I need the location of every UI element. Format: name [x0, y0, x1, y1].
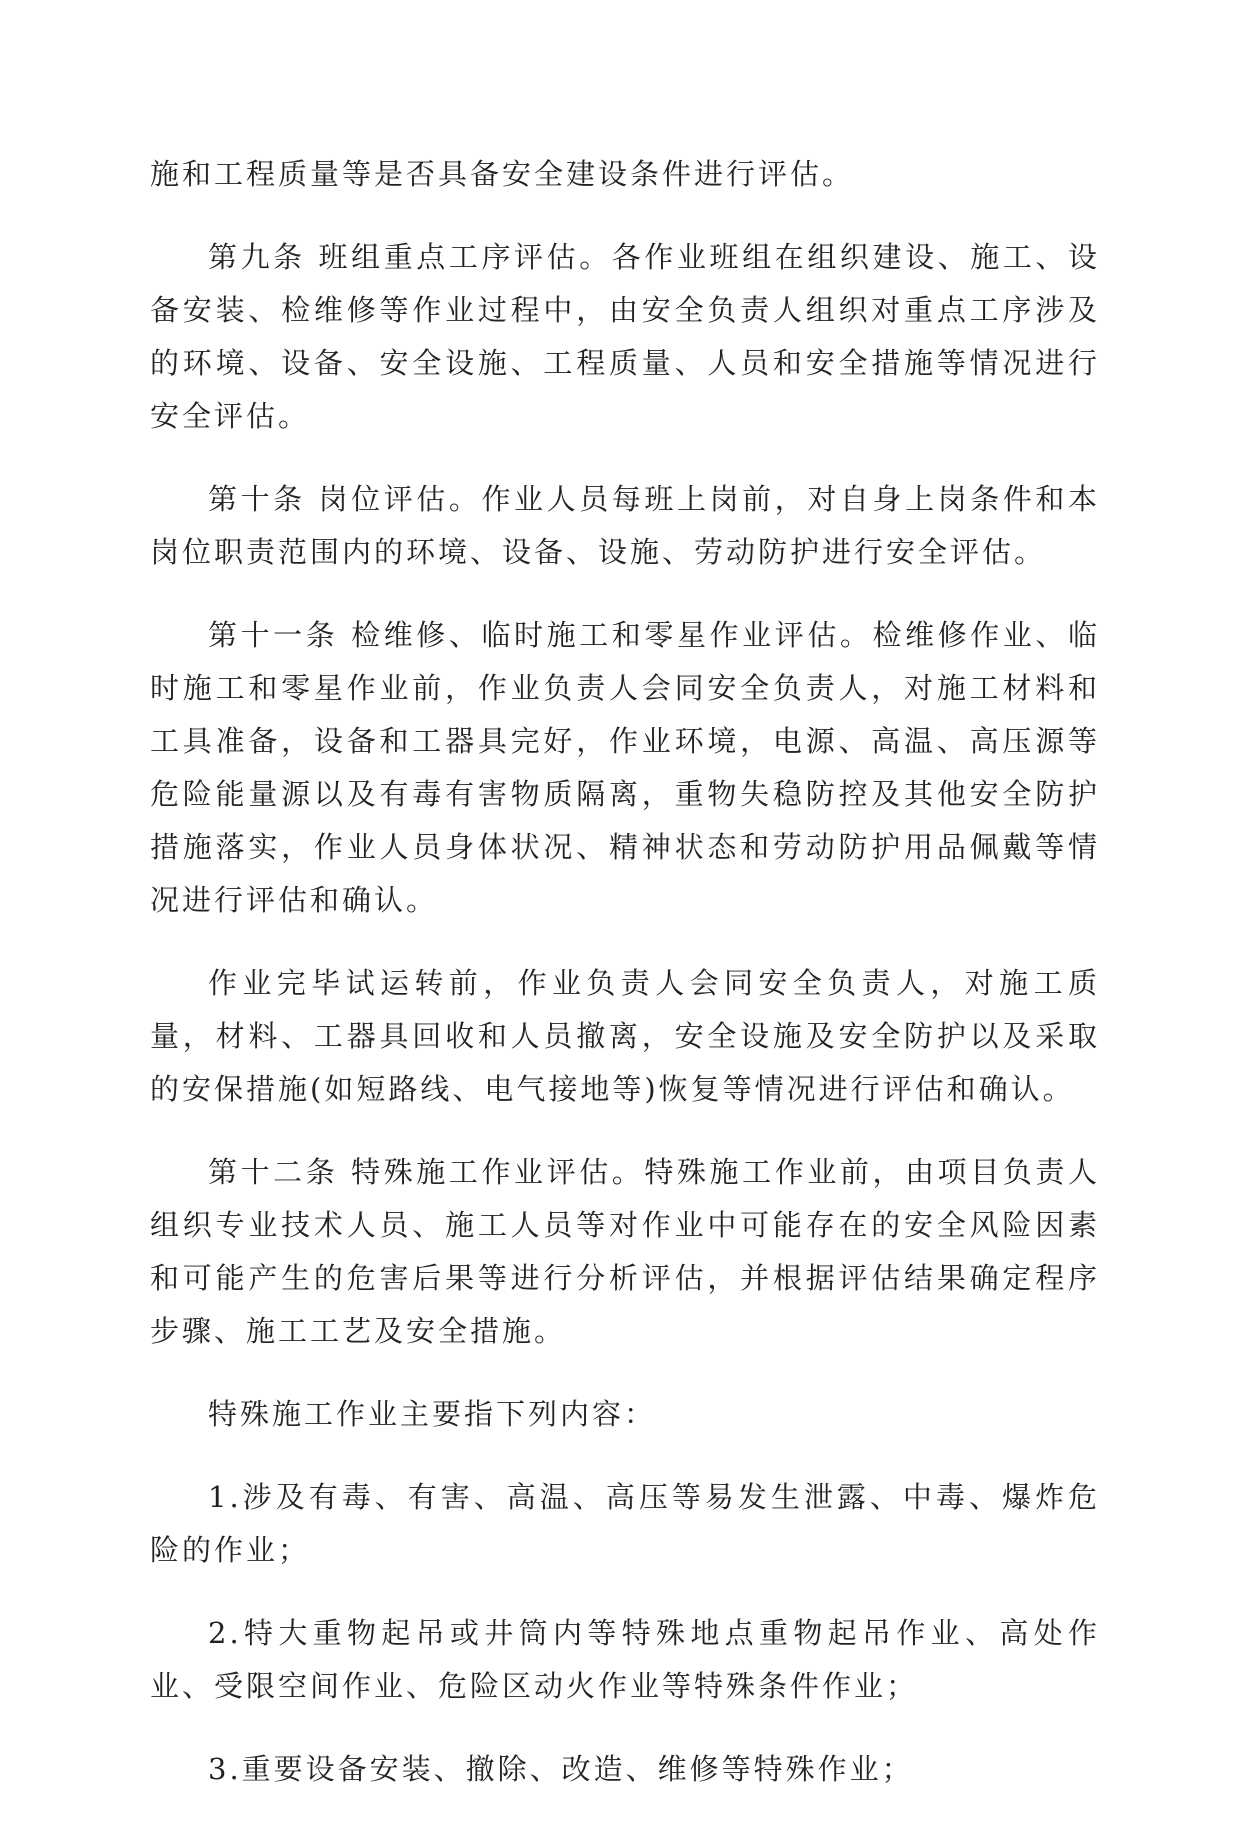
- paragraph: 施和工程质量等是否具备安全建设条件进行评估。: [150, 157, 855, 191]
- paragraph-article-9: 第九条 班组重点工序评估。各作业班组在组织建设、施工、设备安装、检维修等作业过程中，由安全负责人组织对重点工序涉及的环境、设备、安全设施、工程质量、人员和安全措施等情况进行安全评估。: [150, 240, 1100, 433]
- list-item: 1.涉及有毒、有害、高温、高压等易发生泄露、中毒、爆炸危险的作业；: [150, 1480, 1100, 1567]
- paragraph: 作业完毕试运转前，作业负责人会同安全负责人，对施工质量，材料、工器具回收和人员撤离，安全设施及安全防护以及采取的安保措施(如短路线、电气接地等)恢复等情况进行评估和确认。: [150, 966, 1100, 1106]
- paragraph: 特殊施工作业主要指下列内容：: [208, 1397, 657, 1431]
- document-body: [150, 148, 1100, 1826]
- paragraph-article-10: 第十条 岗位评估。作业人员每班上岗前，对自身上岗条件和本岗位职责范围内的环境、设备、设施、劳动防护进行安全评估。: [150, 482, 1100, 569]
- list-item: 2.特大重物起吊或井筒内等特殊地点重物起吊作业、高处作业、受限空间作业、危险区动火作业等特殊条件作业；: [150, 1616, 1100, 1703]
- paragraph-article-12: 第十二条 特殊施工作业评估。特殊施工作业前，由项目负责人组织专业技术人员、施工人员等对作业中可能存在的安全风险因素和可能产生的危害后果等进行分析评估，并根据评估结果确定程序步骤、施工工艺及安全措施。: [150, 1155, 1100, 1348]
- list-item: 3.重要设备安装、撤除、改造、维修等特殊作业；: [208, 1752, 914, 1786]
- paragraph-article-11: 第十一条 检维修、临时施工和零星作业评估。检维修作业、临时施工和零星作业前，作业负责人会同安全负责人，对施工材料和工具准备，设备和工器具完好，作业环境，电源、高温、高压源等危险能量源以及有毒有害物质隔离，重物失稳防控及其他安全防护措施落实，作业人员身体状况、精神状态和劳动防护用品佩戴等情况进行评估和确认。: [150, 618, 1100, 917]
